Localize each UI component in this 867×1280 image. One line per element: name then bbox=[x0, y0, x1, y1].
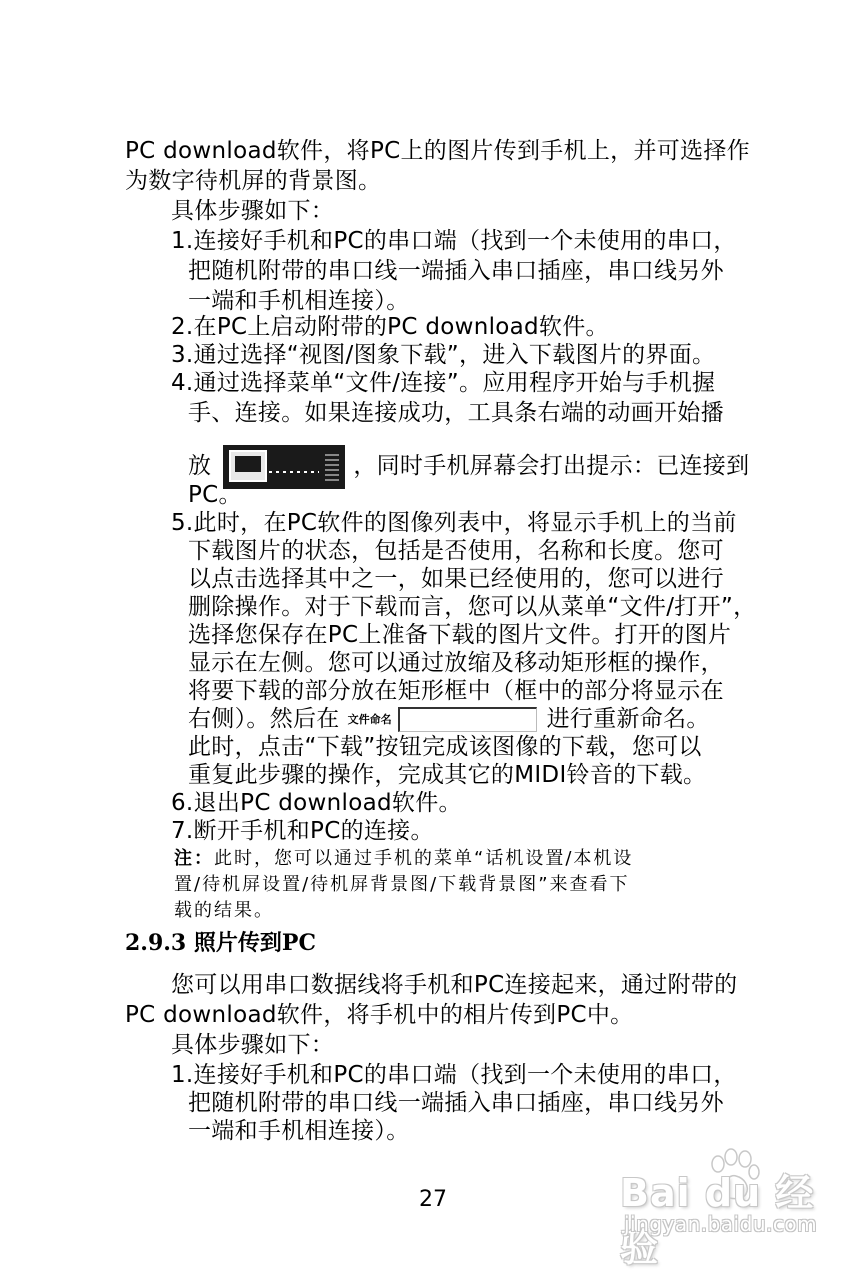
section-intro-line-1: 您可以用串口数据线将手机和PC连接起来，通过附带的 bbox=[171, 972, 738, 998]
step-5-line-8 bbox=[188, 704, 710, 735]
section-step-1-line-2: 把随机附带的串口线一端插入串口插座，串口线另外 bbox=[188, 1090, 724, 1116]
step-4-line-2: 手、连接。如果连接成功，工具条右端的动画开始播 bbox=[188, 400, 724, 426]
page-number: 27 bbox=[419, 1187, 447, 1212]
note-line-1 bbox=[174, 846, 633, 872]
step-5-line-8-start: 右侧）。然后在 bbox=[188, 706, 340, 732]
step-5-line-1: 5.此时，在PC软件的图像列表中，将显示手机上的当前 bbox=[171, 510, 737, 536]
step-1-line-3: 一端和手机相连接）。 bbox=[188, 288, 410, 314]
watermark-brand: Bai du 经验 bbox=[620, 1171, 815, 1270]
step-5-line-6: 显示在左侧。您可以通过放缩及移动矩形框的操作， bbox=[188, 650, 724, 676]
steps-title: 具体步骤如下： bbox=[171, 198, 335, 224]
step-3: 3.通过选择“视图/图象下载”，进入下载图片的界面。 bbox=[171, 342, 716, 368]
watermark-url: jingyan.baidu.com bbox=[624, 1212, 818, 1236]
step-5-line-5: 选择您保存在PC上准备下载的图片文件。打开的图片 bbox=[188, 622, 732, 648]
step-4-line-3-start: 放 bbox=[188, 453, 212, 479]
section-intro-line-2: PC download软件，将手机中的相片传到PC中。 bbox=[125, 1002, 634, 1028]
step-7: 7.断开手机和PC的连接。 bbox=[171, 818, 434, 844]
step-4-line-3 bbox=[188, 444, 749, 489]
step-4-line-4: PC。 bbox=[188, 482, 242, 508]
step-5-line-7: 将要下载的部分放在矩形框中（框中的部分将显示在 bbox=[188, 678, 724, 704]
baidu-jingyan-watermark bbox=[612, 1148, 842, 1270]
filename-widget bbox=[348, 705, 537, 735]
step-2: 2.在PC上启动附带的PC download软件。 bbox=[171, 314, 609, 340]
section-step-1-line-1: 1.连接好手机和PC的串口端（找到一个未使用的串口， bbox=[171, 1062, 737, 1088]
step-5-line-8-end: 进行重新命名。 bbox=[546, 706, 710, 732]
intro-line-1: PC download软件，将PC上的图片传到手机上，并可选择作 bbox=[125, 138, 750, 164]
section-heading: 2.9.3 照片传到PC bbox=[125, 930, 316, 956]
step-4-line-1: 4.通过选择菜单“文件/连接”。应用程序开始与手机握 bbox=[171, 370, 716, 396]
step-5-line-3: 以点击选择其中之一，如果已经使用的，您可以进行 bbox=[188, 566, 724, 592]
note-line-3: 载的结果。 bbox=[174, 900, 274, 921]
step-5-line-4: 删除操作。对于下载而言，您可以从菜单“文件/打开”， bbox=[188, 594, 757, 620]
signal-grid-icon bbox=[325, 451, 339, 481]
section-step-1-line-3: 一端和手机相连接）。 bbox=[188, 1118, 410, 1144]
filename-input-box bbox=[398, 707, 537, 732]
note-text-1: 此时，您可以通过手机的菜单“话机设置/本机设 bbox=[214, 848, 634, 869]
note-label: 注： bbox=[174, 848, 214, 869]
step-4-line-3-end: ，同时手机屏幕会打出提示：已连接到 bbox=[353, 453, 750, 479]
monitor-icon bbox=[229, 450, 267, 482]
progress-dots bbox=[269, 471, 319, 473]
step-5-line-10: 重复此步骤的操作，完成其它的MIDI铃音的下载。 bbox=[188, 762, 707, 788]
section-steps-title: 具体步骤如下： bbox=[171, 1032, 335, 1058]
step-1-line-2: 把随机附带的串口线一端插入串口插座，串口线另外 bbox=[188, 258, 724, 284]
note-line-2: 置/待机屏设置/待机屏背景图/下载背景图”来查看下 bbox=[174, 874, 630, 895]
step-5-line-2: 下载图片的状态，包括是否使用，名称和长度。您可 bbox=[188, 538, 724, 564]
intro-line-2: 为数字待机屏的背景图。 bbox=[125, 168, 382, 194]
step-6: 6.退出PC download软件。 bbox=[171, 790, 462, 816]
step-1-line-1: 1.连接好手机和PC的串口端（找到一个未使用的串口， bbox=[171, 228, 737, 254]
filename-label: 文件命名 bbox=[347, 712, 392, 726]
step-5-line-9: 此时，点击“下载”按钮完成该图像的下载，您可以 bbox=[188, 734, 702, 760]
